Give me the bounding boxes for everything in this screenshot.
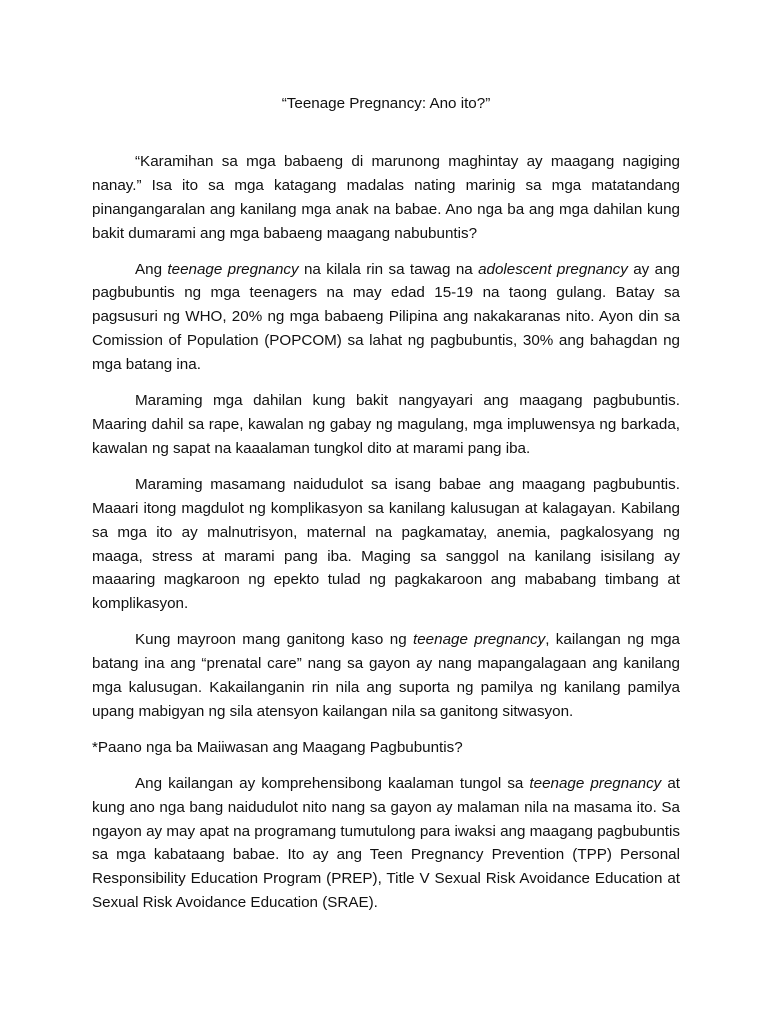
text-span: at kung ano nga bang naidudulot nito nang sa gayon ay malaman nila na masama ito. Sa ngayon ay may apat na programang tumutulong para iwaksi ang maagang pagbubuntis sa mga kabataang babae. Ito ay ang Teen Pregnancy Prevention (TPP) Personal Responsibility Education Program (PREP), Title V Sexual Risk Avoidance Education at Sexual Risk Avoidance Education (SRAE).: [92, 774, 680, 912]
italic-term-teenage-pregnancy: teenage pregnancy: [529, 774, 662, 792]
text-span: , kailangan ng mga batang ina ang “prenatal care” nang sa gayon ay nang mapangalagaan ang kanilang mga kalusugan. Kakailanganin rin nila ang suporta ng pamilya ng kanilang pamilya upang mabigyan ng sila atensyon kailangan nila sa ganitong sitwasyon.: [92, 631, 681, 720]
text-span: Kung mayroon mang ganitong kaso ng: [135, 631, 414, 649]
paragraph-prevention: [92, 772, 680, 915]
text-span: ay ang pagbubuntis ng mga teenagers na may edad 15-19 na taong gulang. Batay sa pagsusuri ng WHO, 20% ng mga babaeng Pilipina ang nakakaranas nito. Ayon din sa Comission of Population (POPCOM) sa lahat ng pagbubuntis, 30% ang bahagdan ng mga batang ina.: [92, 260, 680, 374]
document-title: “Teenage Pregnancy: Ano ito?”: [281, 95, 491, 112]
italic-term-teenage-pregnancy: teenage pregnancy: [167, 260, 299, 278]
italic-term-adolescent-pregnancy: adolescent pregnancy: [478, 260, 628, 278]
paragraph-intro: “Karamihan sa mga babaeng di marunong maghintay ay maagang nagiging nanay.” Isa ito sa mga katagang madalas nating marinig sa mga matatandang pinangangaralan ang kanilang mga anak na babae. Ano nga ba ang mga dahilan kung bakit dumarami ang mga babaeng maagang nabubuntis?: [92, 152, 680, 242]
paragraph-causes: Maraming mga dahilan kung bakit nangyayari ang maagang pagbubuntis. Maaring dahil sa rape, kawalan ng gabay ng magulang, mga impluwensya ng barkada, kawalan ng sapat na kaaalaman tungkol dito at marami pang iba.: [92, 392, 680, 457]
document-page: [92, 92, 680, 927]
italic-term-teenage-pregnancy: teenage pregnancy: [413, 631, 546, 649]
paragraph-definition: [92, 258, 680, 378]
text-span: Ang: [135, 260, 168, 278]
text-span: na kilala rin sa tawag na: [298, 260, 479, 278]
text-span: Ang kailangan ay komprehensibong kaalaman tungol sa: [135, 774, 530, 792]
paragraph-effects: Maraming masamang naidudulot sa isang babae ang maagang pagbubuntis. Maaari itong magdulot ng komplikasyon sa kanilang kalusugan at kalagayan. Kabilang sa mga ito ay malnutrisyon, maternal na pagkamatay, anemia, pagkalosyang ng maaga, stress at marami pang iba. Maging sa sanggol na kanilang isisilang ay maaaring magkaroon ng epekto tulad ng pagkakaroon ang mababang timbang at komplikasyon.: [92, 475, 680, 613]
subheading-prevention: *Paano nga ba Maiiwasan ang Maagang Pagbubuntis?: [92, 738, 463, 756]
paragraph-prenatal-care: [92, 628, 680, 724]
